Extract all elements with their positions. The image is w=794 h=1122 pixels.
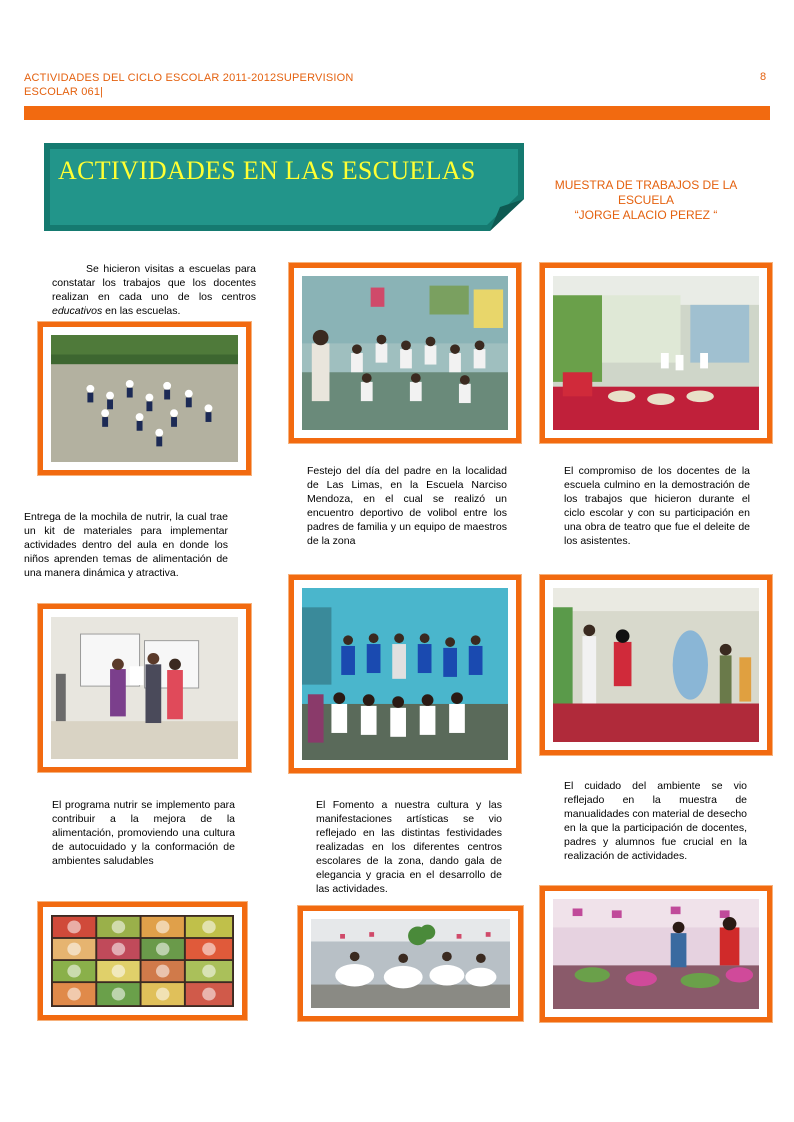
photo-exhibition-stage	[540, 263, 772, 443]
muestra-caption	[540, 178, 752, 223]
photo-theater-play	[540, 575, 772, 755]
running-header: ACTIVIDADES DEL CICLO ESCOLAR 2011-2012SUPERVISION ESCOLAR 061|	[24, 72, 354, 98]
cuidado-paragraph: El cuidado del ambiente se vio reflejado en la muestra de manualidades con material de desecho en la que la participación de docentes, padres y alumnos fue crucial en la realización de actividades.	[564, 780, 747, 862]
photo-mochila-classroom	[38, 604, 251, 772]
photo-classroom-meeting	[289, 263, 521, 443]
muestra-line1: MUESTRA DE TRABAJOS DE LA ESCUELA	[554, 178, 738, 207]
festejo-paragraph: Festejo del día del padre en la localidad de Las Limas, en la Escuela Narciso Mendoza, en el cual se realizó un encuentro deportivo de volibol entre los padres de familia y un equipo de maestros de la zona	[307, 465, 507, 547]
fomento-paragraph: El Fomento a nuestra cultura y las manifestaciones artísticas se vio reflejado en las distintas festividades realizadas en los diferentes centros escolares de la zona, dando gala de elegancia y gracia en el desarrollo de las actividades.	[316, 799, 502, 895]
visits-text-1: Se hicieron visitas a escuelas para constatar los trabajos que los docentes realizan en cada uno de los centros	[52, 263, 256, 303]
photo-folk-dance	[298, 906, 523, 1021]
photo-volleyball-teams	[289, 575, 521, 773]
page-number: 8	[760, 71, 767, 83]
compromiso-paragraph: El compromiso de los docentes de la escuela culmino en la demostración de los trabajos que hicieron durante el ciclo escolar y con su participación en una obra de teatro que fue el deleite de los asistentes.	[564, 465, 750, 547]
mochila-paragraph: Entrega de la mochila de nutrir, la cual trae un kit de materiales para implementar actividades dentro del aula en donde los niños aprenden temas de alimentación de una manera dinámica y atractiva.	[24, 511, 228, 579]
photo-food-plates	[38, 902, 247, 1020]
photo-children-yard	[38, 322, 251, 475]
photo-recycled-crafts	[540, 886, 772, 1022]
muestra-line2: “JORGE ALACIO PEREZ “	[574, 208, 718, 222]
nutrir-paragraph: El programa nutrir se implemento para contribuir a la mejora de la alimentación, promoviendo una cultura de autocuidado y la conformación de ambientes saludables	[52, 799, 235, 867]
header-bar	[24, 106, 770, 120]
section-title: ACTIVIDADES EN LAS ESCUELAS	[58, 156, 476, 185]
visits-paragraph	[52, 262, 256, 318]
visits-italic: educativos	[52, 305, 103, 317]
visits-text-2: en las escuelas.	[102, 305, 181, 317]
